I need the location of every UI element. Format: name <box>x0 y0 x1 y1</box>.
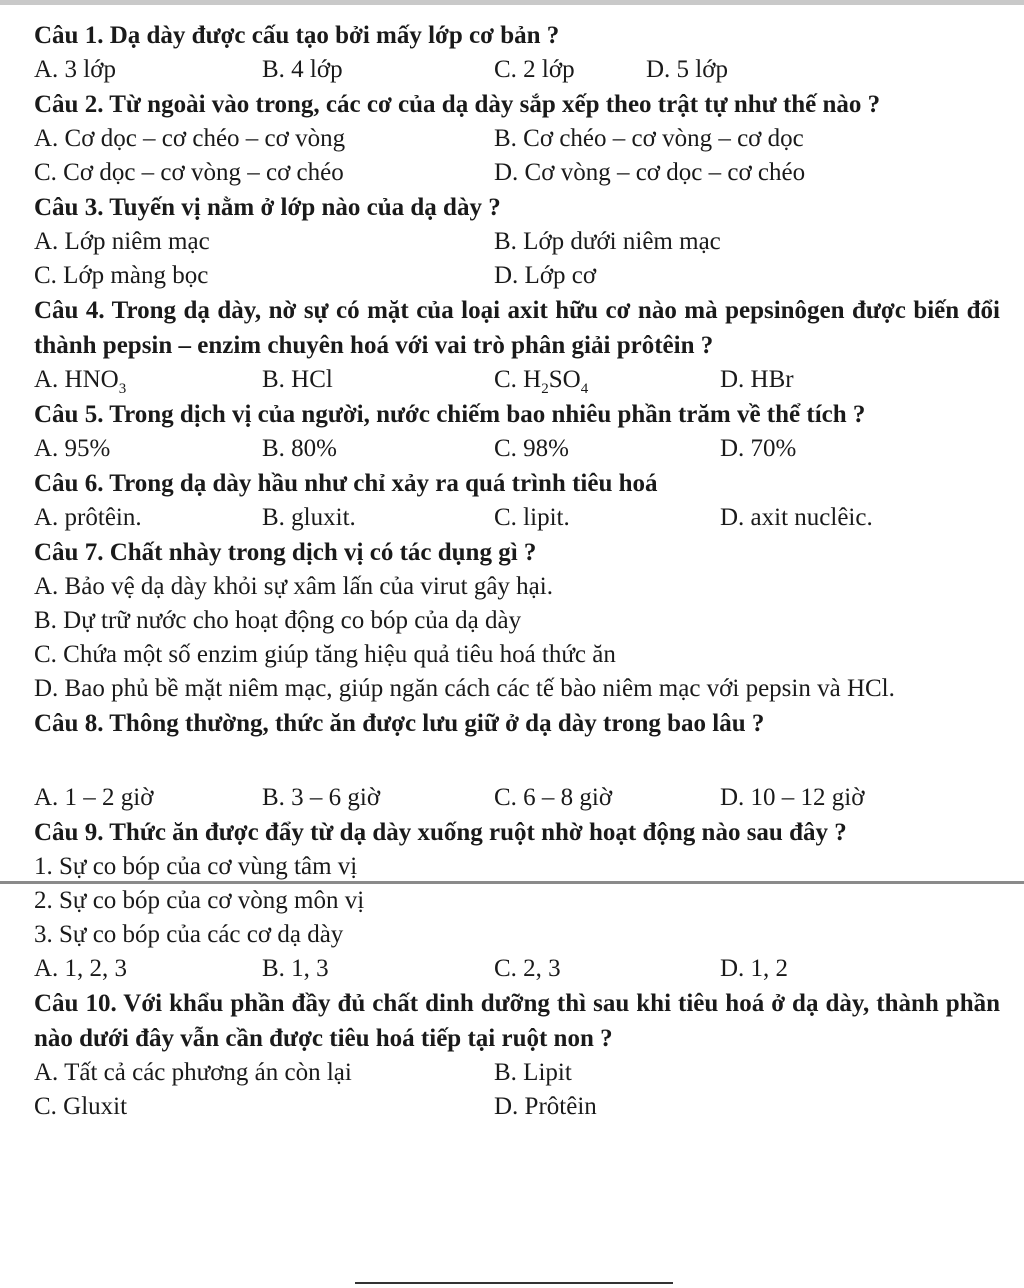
question-10-title: Câu 10. Với khẩu phần đầy đủ chất dinh dưỡng thì sau khi tiêu hoá ở dạ dày, thành phần nào dưới đây vẫn cần được tiêu hoá tiếp tại ruột non ? <box>34 990 1000 1052</box>
question-9-options <box>34 952 1000 986</box>
question-2-options-row1 <box>34 122 1000 156</box>
option-d: D. 70% <box>720 435 797 462</box>
option-a: A. 3 lớp <box>34 56 116 83</box>
option-b: B. HCl <box>262 366 333 393</box>
question-5-title: Câu 5. Trong dịch vị của người, nước chiếm bao nhiêu phần trăm về thể tích ? <box>34 401 866 428</box>
question-7-title: Câu 7. Chất nhày trong dịch vị có tác dụng gì ? <box>34 539 537 566</box>
option-a: A. Bảo vệ dạ dày khỏi sự xâm lấn của virut gây hại. <box>34 573 553 600</box>
question-10-options-row2 <box>34 1090 1000 1124</box>
question-4-options <box>34 363 1000 397</box>
option-d: D. 10 – 12 giờ <box>720 784 865 811</box>
option-b: B. 80% <box>262 435 337 462</box>
option-b: B. 3 – 6 giờ <box>262 784 381 811</box>
option-d: D. Prôtêin <box>494 1093 597 1120</box>
option-b: B. 1, 3 <box>262 955 329 982</box>
option-d: D. Bao phủ bề mặt niêm mạc, giúp ngăn cách các tế bào niêm mạc với pepsin và HCl. <box>34 675 895 702</box>
option-c: C. 98% <box>494 435 569 462</box>
statement-1: 1. Sự co bóp của cơ vùng tâm vị <box>34 853 358 880</box>
option-c: C. Lớp màng bọc <box>34 262 209 289</box>
option-a: A. 95% <box>34 435 111 462</box>
question-3-title: Câu 3. Tuyến vị nằm ở lớp nào của dạ dày ? <box>34 194 501 221</box>
option-a: A. Lớp niêm mạc <box>34 228 210 255</box>
question-8-options <box>34 781 1000 815</box>
option-b: B. gluxit. <box>262 504 356 531</box>
option-d: D. HBr <box>720 366 794 393</box>
option-d: D. 1, 2 <box>720 955 789 982</box>
question-1-title: Câu 1. Dạ dày được cấu tạo bởi mấy lớp cơ bản ? <box>34 22 560 49</box>
question-9-title: Câu 9. Thức ăn được đẩy từ dạ dày xuống ruột nhờ hoạt động nào sau đây ? <box>34 819 847 846</box>
option-b: B. 4 lớp <box>262 56 343 83</box>
option-a: A. 1, 2, 3 <box>34 955 128 982</box>
question-3-options-row2 <box>34 259 1000 293</box>
option-a: A. 1 – 2 giờ <box>34 784 154 811</box>
question-6-title: Câu 6. Trong dạ dày hầu như chỉ xảy ra quá trình tiêu hoá <box>34 470 658 497</box>
question-2-title: Câu 2. Từ ngoài vào trong, các cơ của dạ dày sắp xếp theo trật tự như thế nào ? <box>34 91 881 118</box>
option-a: A. prôtêin. <box>34 504 142 531</box>
option-b: B. Lipit <box>494 1059 572 1086</box>
top-toolbar-edge <box>0 0 1024 5</box>
option-b: B. Cơ chéo – cơ vòng – cơ dọc <box>494 125 804 152</box>
option-c: C. 6 – 8 giờ <box>494 784 613 811</box>
option-c: C. Cơ dọc – cơ vòng – cơ chéo <box>34 159 344 186</box>
quiz-document <box>34 18 1000 1124</box>
question-5-options <box>34 432 1000 466</box>
question-6-options <box>34 501 1000 535</box>
question-8-title: Câu 8. Thông thường, thức ăn được lưu giữ ở dạ dày trong bao lâu ? <box>34 710 765 737</box>
option-b: B. Lớp dưới niêm mạc <box>494 228 721 255</box>
option-c: C. Chứa một số enzim giúp tăng hiệu quả tiêu hoá thức ăn <box>34 641 616 668</box>
question-4-title: Câu 4. Trong dạ dày, nờ sự có mặt của loại axit hữu cơ nào mà pepsinôgen được biến đổi thành pepsin – enzim chuyên hoá với vai trò phân giải prôtêin ? <box>34 297 1000 359</box>
statement-2: 2. Sự co bóp của cơ vòng môn vị <box>34 887 365 914</box>
option-c: C. Gluxit <box>34 1093 128 1120</box>
option-c: C. $H_2SO_4$ <box>494 366 589 397</box>
question-3-options-row1 <box>34 225 1000 259</box>
option-d: D. Cơ vòng – cơ dọc – cơ chéo <box>494 159 806 186</box>
question-2-options-row2 <box>34 156 1000 190</box>
option-b: B. Dự trữ nước cho hoạt động co bóp của dạ dày <box>34 607 522 634</box>
option-c: C. lipit. <box>494 504 570 531</box>
option-a: A. Cơ dọc – cơ chéo – cơ vòng <box>34 125 346 152</box>
option-d: D. 5 lớp <box>646 56 728 83</box>
option-d: D. axit nuclêic. <box>720 504 873 531</box>
end-rule <box>355 1282 673 1284</box>
option-a: A. Tất cả các phương án còn lại <box>34 1059 352 1086</box>
option-a: A. $HNO_3$ <box>34 366 127 397</box>
statement-3: 3. Sự co bóp của các cơ dạ dày <box>34 921 344 948</box>
question-1-options <box>34 53 1000 87</box>
option-c: C. 2, 3 <box>494 955 561 982</box>
option-c: C. 2 lớp <box>494 56 575 83</box>
question-10-options-row1 <box>34 1056 1000 1090</box>
option-d: D. Lớp cơ <box>494 262 597 289</box>
page-break-gap <box>34 741 1000 781</box>
